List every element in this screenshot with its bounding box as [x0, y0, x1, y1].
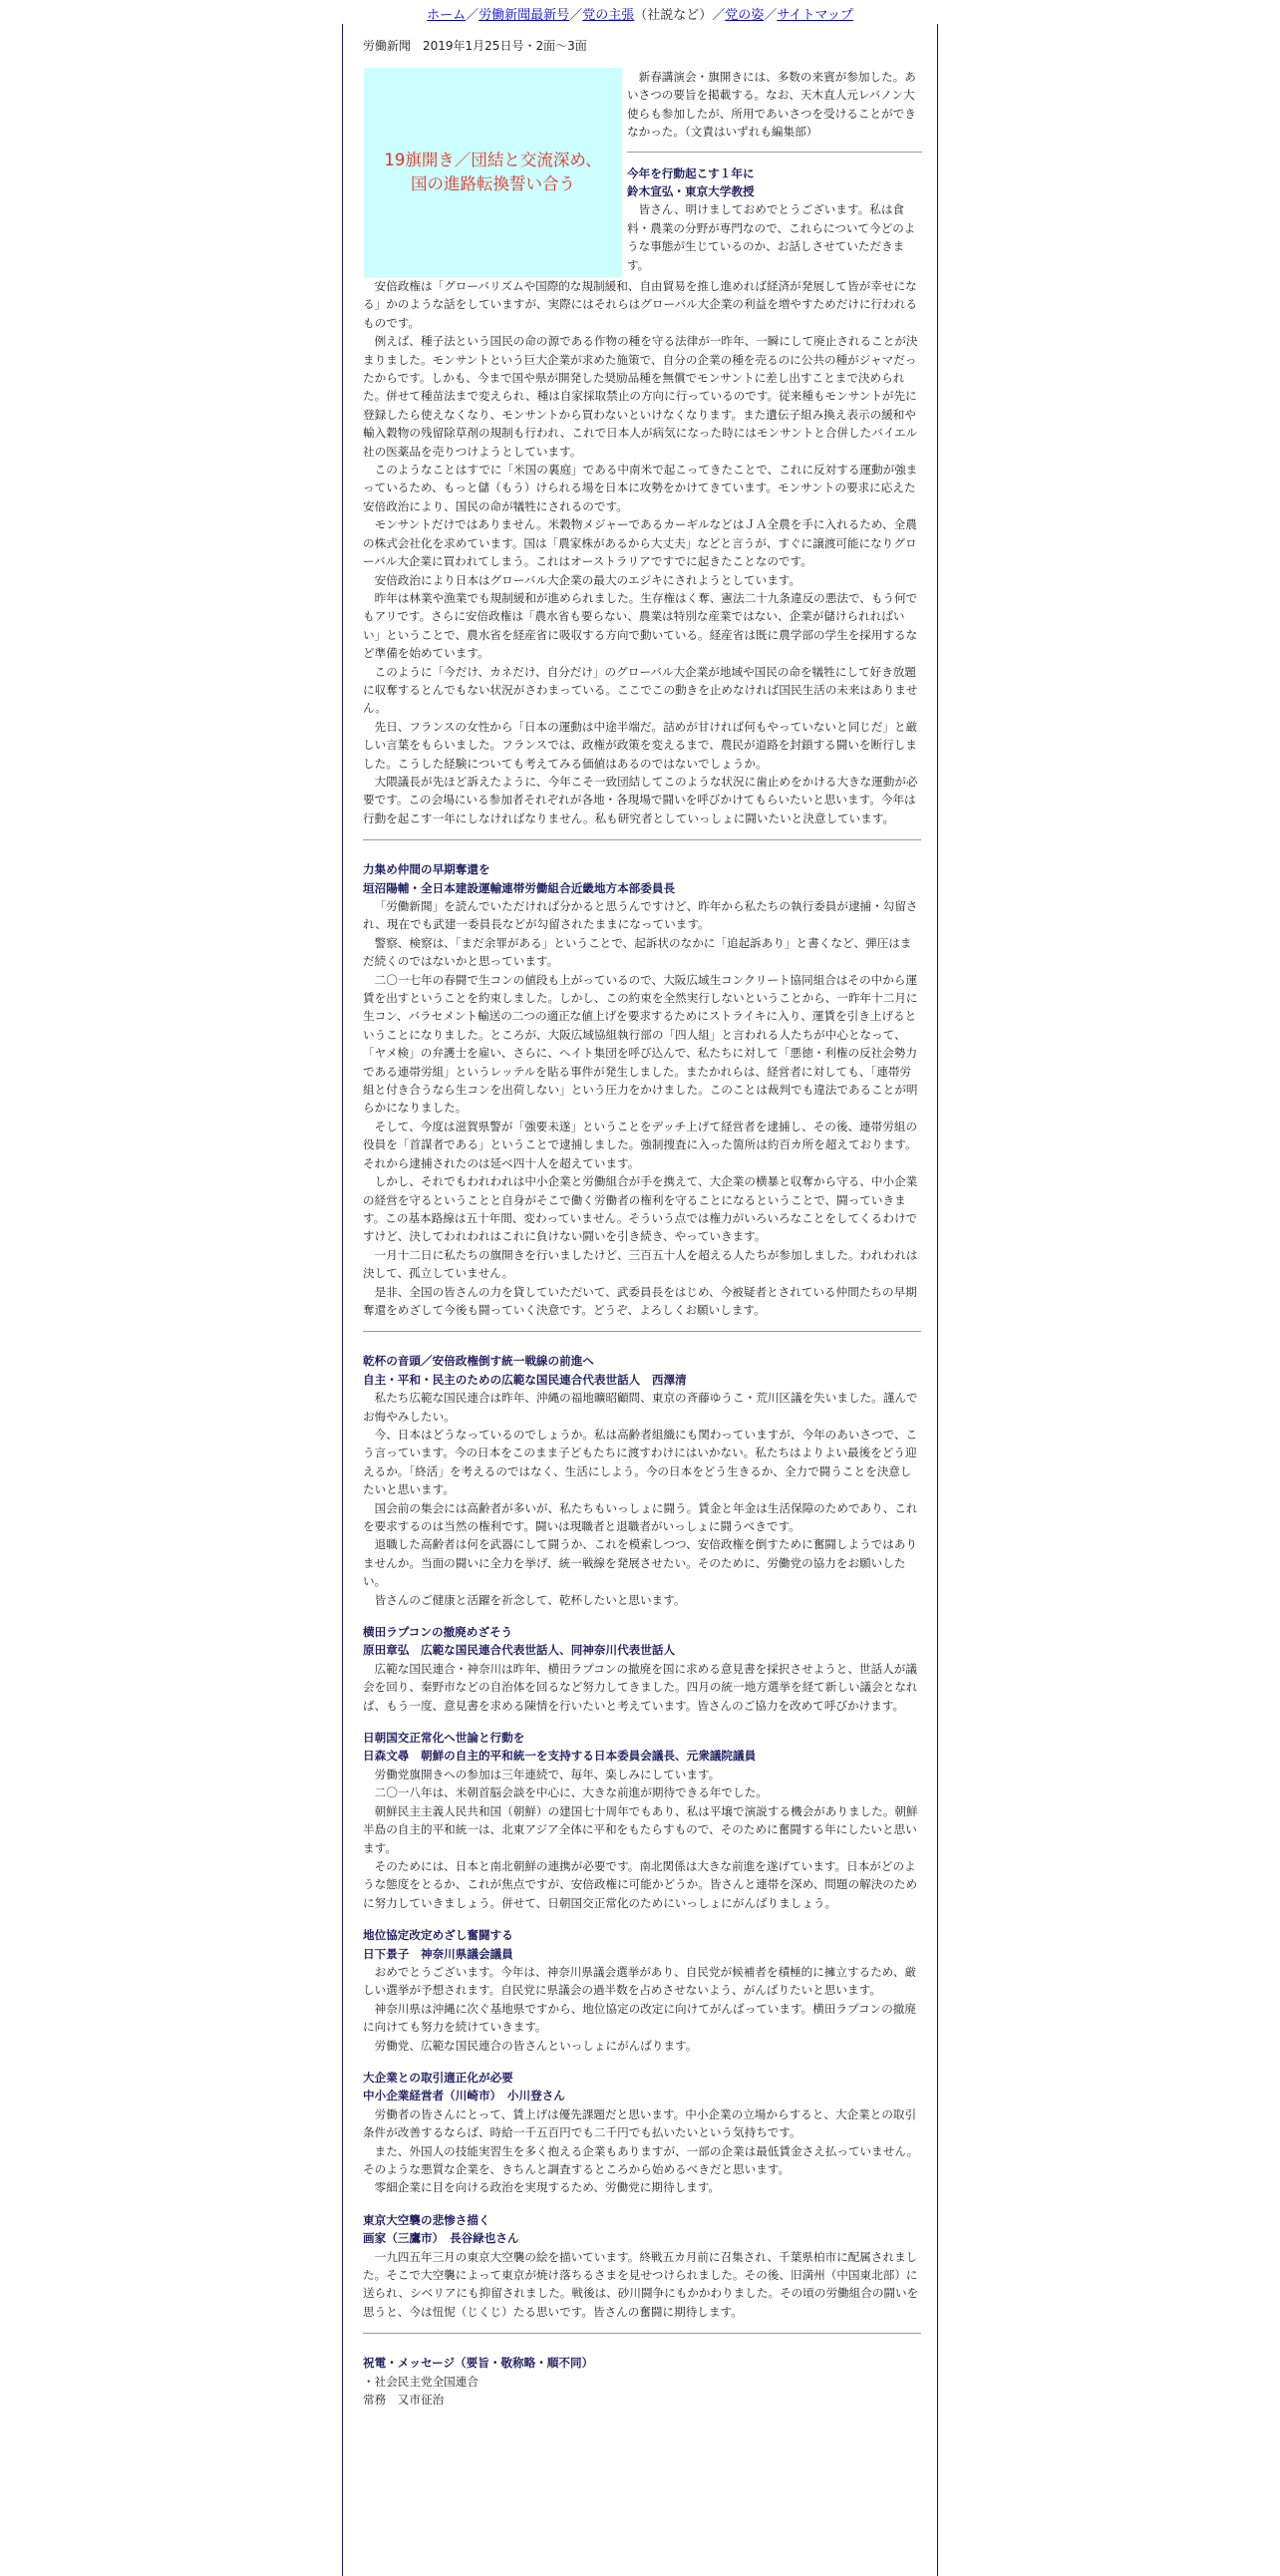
paragraph: 安倍政権は「グローバリズムや国際的な規制緩和、自由貿易を推し進めれば経済が発展して皆が幸せになる」かのような話をしていますが、実際にはそれらはグローバル大企業の利益を増やすためだけに行われるものです。	[363, 279, 917, 330]
paragraph: しかし、それでもわれわれは中小企業と労働組合が手を携えて、大企業の横暴と収奪から守る、中小企業の経営を守るということと自身がそこで働く労働者の権利を守ることになるということで、闘っていきます。この基本路線は五十年間、変わっていません。そういう点では権力がいろいろなことをしてくるわけですけど、決してわれわれはこれに負けない闘いを引き続き、やっていきます。	[363, 1174, 918, 1244]
speaker-name: 原田章弘 広範な国民連合代表世話人、同神奈川代表世話人	[363, 1643, 676, 1658]
paragraph: 労働党旗開きへの参加は三年連続で、毎年、楽しみにしています。	[374, 1767, 721, 1781]
paragraph: このようなことはすでに「米国の裏庭」である中南米で起こってきたことで、これに反対する運動が強まっているため、もっと儲（もう）けられる場を日本に攻勢をかけてきています。モンサントの要求に応えた安倍政治により、国民の命が犠牲にされるのです。	[363, 463, 918, 513]
section-title: 祝電・メッセージ（要旨・敬称略・順不同）	[363, 2356, 594, 2371]
paragraph: 労働者の皆さんにとって、賃上げは優先課題だと思います。中小企業の立場からすると、大企業との取引条件が改善するならば、時給一千五百円でも二千円でも払いたいという気持ちです。	[363, 2106, 917, 2140]
paragraph: また、外国人の技能実習生を多く抱える企業もありますが、一部の企業は最低賃金さえ払っていません。そのような悪質な企業を、きちんと調査するところから始めるべきだと思います。	[363, 2143, 919, 2176]
paragraph: 是非、全国の皆さんの力を貸していただいて、武委員長をはじめ、今被疑者とされている仲間たちの早期奪還をめざして今後も闘っていく決意です。どうぞ、よろしくお願いします。	[363, 1284, 917, 1317]
paragraph: 一月十二日に私たちの旗開きを行いましたけど、三百五十人を超える人たちが参加しました。われわれは決して、孤立していません。	[363, 1247, 918, 1281]
paragraph: 例えば、種子法という国民の命の源である作物の種を守る法律が一昨年、一瞬にして廃止されることが決まりました。モンサントという巨大企業が求めた施策で、自分の企業の種を売るのに公共の種がジャマだったからです。しかも、今まで国や県が開発した奨励品種を無償でモンサントに差し出すことまで決められた。併せて種苗法まで変えられ、種は自家採取禁止の方向に行っているのです。従来種もモンサントが先に登録したら使えなくなり、モンサントから買わないといけなくなります。また遺伝子組み換え表示の緩和や輸入穀物の残留除草剤の規制も行われ、これで日本人が病気になった時にはモンサントと合併したバイエル社の医薬品を売りつけようとしています。	[363, 334, 918, 459]
speaker-name: 垣沼陽輔・全日本建設運輸連帯労働組合近畿地方本部委員長	[363, 880, 676, 895]
top-navigation: ホーム／労働新聞最新号／党の主張（社説など）／党の姿／サイトマップ	[427, 8, 853, 23]
section-title: 力集め仲間の早期奪還を	[363, 862, 490, 877]
nav-sitemap-link[interactable]: サイトマップ	[777, 8, 853, 23]
paragraph: そのためには、日本と南北朝鮮の連携が必要です。南北関係は大きな前進を遂げています。日本がどのような態度をとるか、これが焦点ですが、安倍政権に可能かどうか。皆さんと連帯を深め、問題の解決のために努力していきましょう。併せて、日朝国交正常化のためにいっしょにがんばりましょう。	[363, 1858, 918, 1910]
article-page	[342, 24, 938, 2576]
list-item: 常務 又市征治	[363, 2393, 445, 2408]
paragraph: 皆さんのご健康と活躍を祈念して、乾杯したいと思います。	[374, 1592, 686, 1607]
paragraph: 労働党、広範な国民連合の皆さんといっしょにがんばります。	[374, 2038, 698, 2053]
paragraph: 広範な国民連合・神奈川は昨年、横田ラプコンの撤廃を国に求める意見書を採択させようと、世話人が議会を回り、秦野市などの自治体を回るなど努力してきました。四月の統一地方選挙を経て新しい議会となれば、もう一度、意見書を求める陳情を行いたいと考えています。皆さんのご協力を改めて呼びかけます。	[363, 1661, 918, 1713]
list-item: ・社会民主党全国連合	[363, 2374, 479, 2389]
speech-ogawa	[363, 2069, 921, 2197]
paragraph: 私たち広範な国民連合は昨年、沖縄の福地曠昭顧問、東京の斉藤ゆうこ・荒川区議を失いました。謹んでお悔やみしたい。	[363, 1391, 918, 1424]
paragraph: 先日、フランスの女性から「日本の運動は中途半端だ。詰めが甘ければ何もやっていないと同じだ」と厳しい言葉をもらいました。フランスでは、政権が政策を変えるまで、農民が道路を封鎖する闘いを断行しました。こうした経験についても考えてみる価値はあるのではないでしょうか。	[363, 719, 918, 771]
divider	[627, 152, 922, 153]
paragraph: そして、今度は滋賀県警が「強要未遂」ということをデッチ上げて経営者を逮捕し、その後、連帯労組の役員を「首謀者である」ということで逮捕しました。強制捜査に入った箇所は約百カ所を超えております。それから逮捕されたのは延べ四十人を超えています。	[363, 1119, 918, 1170]
paragraph: 二〇一八年は、米朝首脳会談を中心に、大きな前進が期待できる年でした。	[374, 1785, 768, 1800]
paragraph: 皆さん、明けましておめでとうございます。私は食料・農業の分野が専門なので、これらについて今どのような事態が生じているのか、お話しさせていただきます。	[627, 202, 916, 272]
paragraph: おめでとうございます。今年は、神奈川県議会選挙があり、自民党が候補者を積極的に擁立するため、厳しい選挙が予想されます。自民党に県議会の過半数を占めさせないよう、がんばりたいと思います。	[363, 1964, 917, 1998]
speaker-name: 鈴木宣弘・東京大学教授	[627, 184, 755, 199]
section-title: 東京大空襲の悲惨さ描く	[363, 2212, 490, 2227]
paragraph: 神奈川県は沖縄に次ぐ基地県ですから、地位協定の改定に向けてがんばっています。横田ラプコンの撤廃に向けても努力を続けていきます。	[363, 2001, 916, 2035]
intro-text: 新春講演会・旗開きには、多数の来賓が参加した。あいさつの要旨を掲載する。なお、天木直人元レバノン大使らも参加したが、所用であいさつを受けることができなかった。（文責はいずれも編集部）	[627, 70, 916, 140]
section-title: 大企業との取引適正化が必要	[363, 2070, 513, 2085]
page-title: 19旗開き／団結と交流深め、 国の進路転換誓い合う	[384, 151, 602, 193]
paragraph: 昨年は林業や漁業でも規制緩和が進められました。生存権はく奪、憲法二十九条違反の悪法で、もう何でもアリです。さらに安倍政権は「農水省も要らない、農業は特別な産業ではない、企業が儲けられればいい」ということで、農水省を経産省に吸収する方向で動いている。経産省は既に農学部の学生を採用するなど準備を始めています。	[363, 590, 918, 661]
paragraph: 二〇一七年の春闘で生コンの値段も上がっているので、大阪広域生コンクリート協同組合はその中から運賃を出すということを約束しました。しかし、この約束を全然実行しないということから、一昨年十二月に生コン、バラセメント輸送の二つの適正な値上げを要求するためにストライキに入り、運賃を引き上げるということになりました。ところが、大阪広域協組執行部の「四人組」と言われる人たちが中心となって、「ヤメ検」の弁護士を雇い、さらに、ヘイト集団を呼び込んで、私たちに対して「悪徳・利権の反社会勢力である連帯労組」というレッテルを貼る事件が発生しました。またかれらは、経営者に対しても、「連帯労組と付き合うなら生コンを出荷しない」という圧力をかけました。このことは裁判でも違法であることが明らかになりました。	[363, 972, 918, 1116]
section-title: 日朝国交正常化へ世論と行動を	[363, 1731, 525, 1746]
nav-home-link[interactable]: ホーム	[427, 8, 467, 23]
speaker-name: 日下景子 神奈川県議会議員	[363, 1946, 513, 1961]
hero	[363, 68, 921, 277]
nav-party-position-link[interactable]: 党の主張	[582, 8, 635, 23]
divider	[363, 839, 921, 840]
speech-kusaka	[363, 1926, 921, 2055]
nav-note: （社説など）	[634, 8, 713, 23]
speech-hase	[363, 2211, 921, 2321]
paragraph: モンサントだけではありません。米穀物メジャーであるカーギルなどはＪＡ全農を手に入れるため、全農の株式会社化を求めています。国は「農家株があるから大丈夫」などと言うが、すぐに譲渡可能になりグローバル大企業に買われてしまう。これはオーストラリアですでに起きたことなのです。	[363, 517, 917, 569]
dateline: 労働新聞 2019年1月25日号・2面～3面	[363, 39, 587, 53]
section-title: 乾杯の音頭／安倍政権倒す統一戦線の前進へ	[363, 1354, 594, 1369]
paragraph: 零細企業に目を向ける政治を実現するため、労働党に期待します。	[374, 2180, 721, 2195]
speaker-name: 中小企業経営者（川崎市） 小川登さん	[363, 2089, 565, 2103]
divider	[363, 1331, 921, 1332]
headline-box	[364, 68, 622, 277]
nav-latest-issue-link[interactable]: 労働新聞最新号	[479, 8, 570, 23]
speech-harada	[363, 1623, 921, 1715]
speech-himori	[363, 1729, 921, 1912]
paragraph: 国会前の集会には高齢者が多いが、私たちもいっしょに闘う。賃金と年金は生活保障のためであり、これを要求するのは当然の権利です。闘いは現職者と退職者がいっしょに闘うべきです。	[363, 1500, 918, 1533]
section-title: 地位協定改定めざし奮闘する	[363, 1928, 513, 1943]
speaker-name: 画家（三鷹市） 長谷緑也さん	[363, 2231, 519, 2246]
nav-party-profile-link[interactable]: 党の姿	[725, 8, 765, 23]
paragraph: このように「今だけ、カネだけ、自分だけ」のグローバル大企業が地域や国民の命を犠牲にして好き放題に収奪するとんでもない状況がさわまっている。ここでこの動きを止めなければ国民生活の未来はありません。	[363, 664, 918, 716]
paragraph: 大隈議長が先ほど訴えたように、今年こそ一致団結してこのような状況に歯止めをかける大きな運動が必要です。この会場にいる参加者それぞれが各地・各現場で闘いを呼びかけてもらいたいと思います。今年は行動を起こす一年にしなければなりません。私も研究者としていっしょに闘いたいと決意しています。	[363, 774, 918, 825]
paragraph: 今、日本はどうなっているのでしょうか。私は高齢者組織にも関わっていますが、今年のあいさつで、こう言っています。今の日本をこのまま子どもたちに渡すわけにはいかない。私たちはよりよい最後をどう迎えるか。「終活」を考えるのではなく、生活にしよう。今の日本をどう生きるか、全力で闘うことを決意したいと思います。	[363, 1427, 918, 1497]
speaker-name: 自主・平和・民主のための広範な国民連合代表世話人 西澤清	[363, 1372, 687, 1387]
paragraph: 警察、検察は、「まだ余罪がある」ということで、起訴状のなかに「追起訴あり」と書くなど、弾圧はまだ続くのではないかと思っています。	[363, 935, 912, 969]
paragraph: 「労働新聞」を読んでいただければ分かると思うんですけど、昨年から私たちの執行委員が逮捕・勾留され、現在でも武建一委員長などが勾留されたままになっています。	[363, 899, 918, 932]
paragraph: 朝鮮民主主義人民共和国（朝鮮）の建国七十周年でもあり、私は平壌で演説する機会がありました。朝鮮半島の自主的平和統一は、北東アジア全体に平和をもたらすもので、そのために奮闘する年にしたいと思います。	[363, 1803, 918, 1855]
section-title: 横田ラプコンの撤廃めざそう	[363, 1625, 513, 1640]
speech-suzuki-body	[363, 277, 921, 827]
messages-section	[363, 2354, 921, 2409]
speaker-name: 日森文尋 朝鮮の自主的平和統一を支持する日本委員会議長、元衆議院議員	[363, 1749, 757, 1764]
speech-kakinuma	[363, 860, 921, 1319]
divider	[363, 2333, 921, 2334]
intro-column	[627, 68, 922, 274]
section-title: 今年を行動起こす１年に	[627, 165, 755, 180]
paragraph: 一九四五年三月の東京大空襲の絵を描いています。終戦五カ月前に召集され、千葉県柏市に配属されました。そこで大空襲によって東京が焼け落ちるさまを見せつけられました。その後、旧満州（中国東北部）に送られ、シベリアにも抑留されました。戦後は、砂川闘争にもかかわりました。その頃の労働組合の闘いを思うと、今は忸怩（じくじ）たる思いです。皆さんの奮闘に期待します。	[363, 2249, 919, 2319]
paragraph: 安倍政治により日本はグローバル大企業の最大のエジキにされようとしています。	[374, 572, 801, 587]
paragraph: 退職した高齢者は何を武器にして闘うか、これを模索しつつ、安倍政権を倒すために奮闘しようではありませんか。当面の闘いに全力を挙げ、統一戦線を発展させたい。そのために、労働党の協力をお願いしたい。	[363, 1537, 918, 1589]
speech-nishizawa	[363, 1352, 921, 1609]
